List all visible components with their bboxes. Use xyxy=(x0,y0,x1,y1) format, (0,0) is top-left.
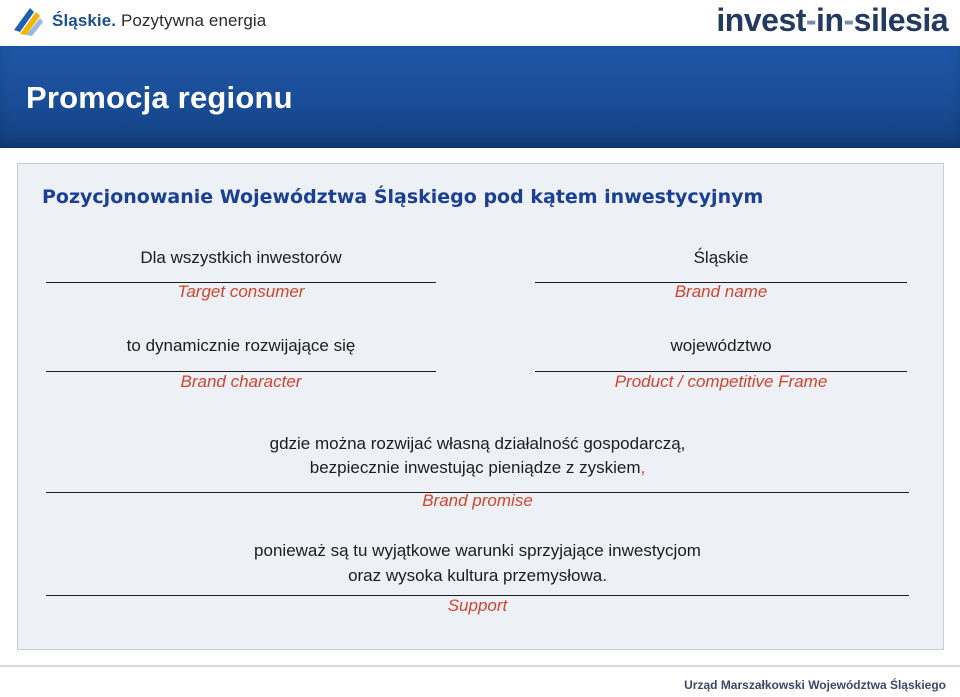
brand-promise-line2-comma: , xyxy=(640,458,646,477)
logo-right-part3: silesia xyxy=(853,1,948,38)
page-title: Promocja regionu xyxy=(26,80,293,115)
support-value-line2: oraz wysoka kultura przemysłowa. xyxy=(348,566,607,585)
slaskie-wing-logo-icon xyxy=(12,4,46,38)
brand-character-label: Brand character xyxy=(180,372,302,391)
target-consumer-value: Dla wszystkich inwestorów xyxy=(140,248,342,267)
target-consumer-label: Target consumer xyxy=(177,282,305,301)
invest-in-silesia-logo xyxy=(716,0,948,40)
logo-right-dash2: - xyxy=(843,1,854,38)
brand-character-value: to dynamicznie rozwijające się xyxy=(126,336,356,355)
slaskie-logo-text xyxy=(52,11,266,31)
panel-subtitle: Pozycjonowanie Województwa Śląskiego pod kątem inwestycyjnym xyxy=(42,186,764,208)
title-bar xyxy=(0,46,960,148)
logo-right-dash1: - xyxy=(805,1,817,38)
frame-value: województwo xyxy=(670,336,772,355)
frame-label: Product / competitive Frame xyxy=(614,372,828,391)
logo-right-part1: invest xyxy=(716,1,806,38)
brand-promise-label: Brand promise xyxy=(422,491,533,510)
logo-text-strong: Śląskie. xyxy=(52,11,117,30)
logo-right-part2: in xyxy=(816,1,844,38)
support-label: Support xyxy=(447,596,508,615)
logo-text-rest: Pozytywna energia xyxy=(116,11,267,30)
positioning-panel xyxy=(17,163,944,650)
support-value-line1: ponieważ są tu wyjątkowe warunki sprzyjające inwestycjom xyxy=(254,541,701,560)
slaskie-logo xyxy=(12,3,266,39)
brand-promise-value-line2 xyxy=(46,458,909,478)
footer-text: Urząd Marszałkowski Województwa Śląskiego xyxy=(684,678,946,692)
brand-name-value: Śląskie xyxy=(693,248,749,267)
footer-divider xyxy=(0,665,960,667)
brand-promise-value-line1: gdzie można rozwijać własną działalność gospodarczą, xyxy=(269,434,686,453)
top-header xyxy=(0,0,960,46)
brand-promise-line2-text: bezpiecznie inwestując pieniądze z zyskiem xyxy=(309,458,641,477)
brand-name-label: Brand name xyxy=(674,282,768,301)
